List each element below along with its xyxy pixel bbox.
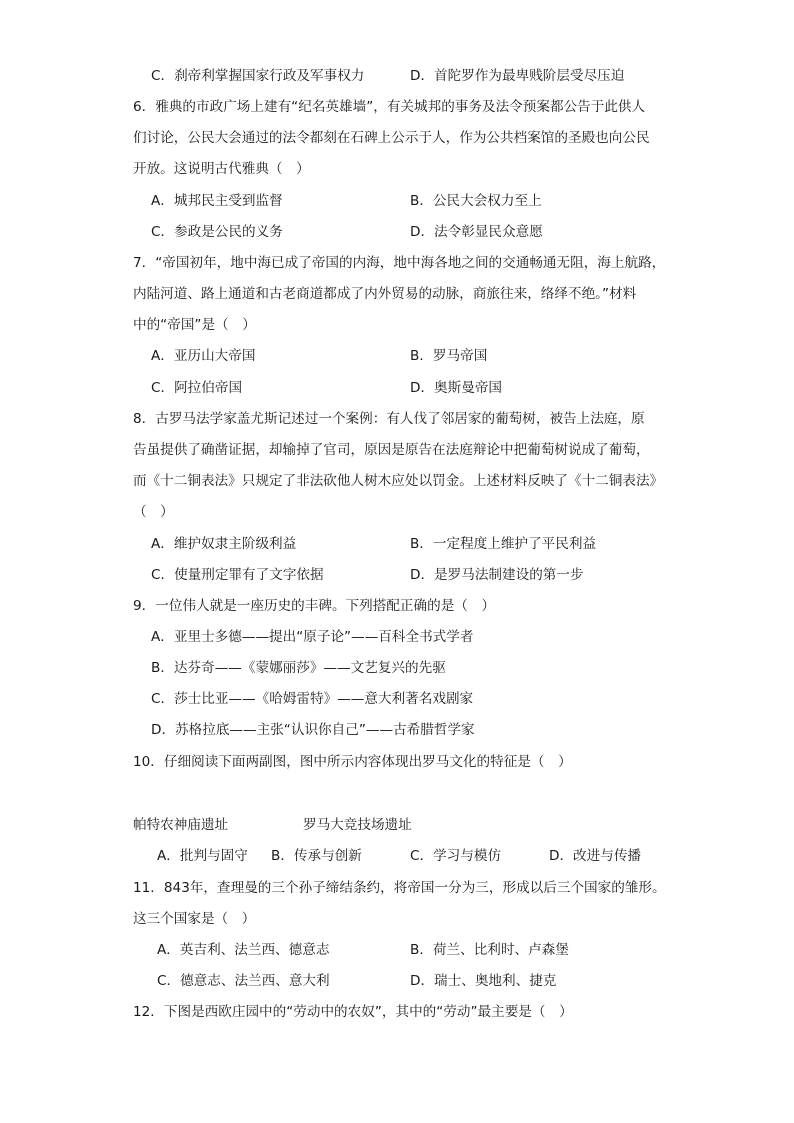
q10-option-d: D．改进与传播 [549,848,642,864]
q11-option-d: D．瑞士、奥地利、捷克 [410,973,557,989]
q7-option-a: A．亚历山大帝国 [151,348,256,364]
q6-stem-line-2: 们讨论，公民大会通过的法令都刻在石碑上公示于人，作为公共档案馆的圣殿也向公民 [133,130,650,146]
q8-stem-line-3: 而《十二铜表法》只规定了非法砍他人树木应处以罚金。上述材料反映了《十二铜表法》 [133,473,664,489]
q10-option-b: B．传承与创新 [271,848,362,864]
q11-option-a: A．英吉利、法兰西、德意志 [157,942,330,958]
q6-option-b: B．公民大会权力至上 [410,193,542,209]
q8-stem-line-4: （ ） [133,504,174,520]
q7-option-b: B．罗马帝国 [410,348,488,364]
q8-option-c: C．使量刑定罪有了文字依据 [151,567,324,583]
q6-option-a: A．城邦民主受到监督 [151,193,283,209]
q7-stem-line-2: 内陆河道、路上通道和古老商道都成了内外贸易的动脉，商旅往来，络绎不绝。”材料 [133,286,637,302]
q7-stem-line-3: 中的“帝国”是（ ） [133,317,256,333]
q9-option-c: C．莎士比亚——《哈姆雷特》——意大利著名戏剧家 [151,691,474,707]
q10-stem: 10．仔细阅读下面两副图，图中所示内容体现出罗马文化的特征是（ ） [133,754,572,770]
q8-option-a: A．维护奴隶主阶级利益 [151,536,297,552]
q6-stem-line-1: 6．雅典的市政广场上建有“纪名英雄墙”，有关城邦的事务及法令预案都公告于此供人 [133,99,646,115]
q9-option-a: A．亚里士多德——提出“原子论”——百科全书式学者 [151,629,474,645]
q9-stem: 9．一位伟人就是一座历史的丰碑。下列搭配正确的是（ ） [133,598,496,614]
q12-stem: 12．下图是西欧庄园中的“劳动中的农奴”，其中的“劳动”最主要是（ ） [133,1004,573,1020]
q6-stem-line-3: 开放。这说明古代雅典（ ） [133,161,310,177]
q6-option-c: C．参政是公民的义务 [151,224,283,240]
q5-option-c: C．刹帝利掌握国家行政及军事权力 [151,68,365,84]
q7-stem-line-1: 7．“帝国初年，地中海已成了帝国的内海，地中海各地之间的交通畅通无阻，海上航路， [133,255,666,271]
q11-stem-line-2: 这三个国家是（ ） [133,911,256,927]
q11-option-c: C．德意志、法兰西、意大利 [157,973,330,989]
q5-option-d: D．首陀罗作为最卑贱阶层受尽压迫 [410,68,625,84]
q10-caption-right: 罗马大竞技场遗址 [303,817,412,833]
q8-option-d: D．是罗马法制建设的第一步 [410,567,584,583]
q8-stem-line-1: 8．古罗马法学家盖尤斯记述过一个案例：有人伐了邻居家的葡萄树，被告上法庭，原 [133,411,645,427]
q11-stem-line-1: 11．843年，查理曼的三个孙子缔结条约，将帝国一分为三，形成以后三个国家的雏形。 [133,880,666,896]
q8-stem-line-2: 告虽提供了确凿证据，却输掉了官司，原因是原告在法庭辩论中把葡萄树说成了葡萄， [133,442,650,458]
q6-option-d: D．法令彰显民众意愿 [410,224,543,240]
q7-option-d: D．奥斯曼帝国 [410,380,503,396]
q8-option-b: B．一定程度上维护了平民利益 [410,536,597,552]
q9-option-d: D．苏格拉底——主张“认识你自己”——古希腊哲学家 [151,722,475,738]
q7-option-c: C．阿拉伯帝国 [151,380,243,396]
q9-option-b: B．达芬奇——《蒙娜丽莎》——文艺复兴的先驱 [151,660,446,676]
q10-option-a: A．批判与固守 [157,848,248,864]
q10-caption-left: 帕特农神庙遗址 [133,817,229,833]
q11-option-b: B．荷兰、比利时、卢森堡 [410,942,569,958]
q10-option-c: C．学习与模仿 [410,848,502,864]
